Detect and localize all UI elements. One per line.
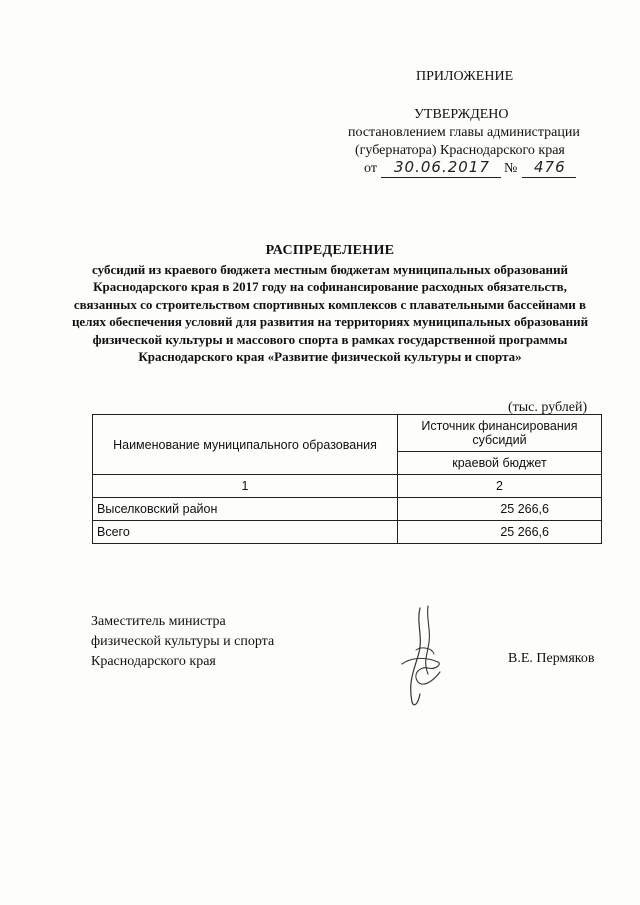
- handwritten-number: 476: [534, 158, 566, 176]
- col2-subheader: краевой бюджет: [397, 452, 601, 475]
- appendix-label: ПРИЛОЖЕНИЕ: [416, 69, 514, 84]
- from-label: от: [364, 161, 377, 176]
- units-label: (тыс. рублей): [508, 400, 588, 415]
- row-name: Всего: [93, 521, 398, 544]
- table-row: [93, 521, 602, 544]
- signatory-position-line-1: Заместитель министра: [91, 614, 226, 629]
- handwritten-signature: [398, 604, 448, 712]
- col2-header: Источник финансирования субсидий: [397, 415, 601, 452]
- signatory-position: [91, 612, 274, 672]
- row-value: 25 266,6: [397, 521, 601, 544]
- signatory-position-line-3: Краснодарского края: [91, 654, 216, 669]
- signatory-position-line-2: физической культуры и спорта: [91, 634, 275, 649]
- approval-line-2: (губернатора) Краснодарского края: [355, 143, 565, 158]
- row-name: Выселковский район: [93, 498, 398, 521]
- number-underline: [522, 177, 576, 178]
- document-subtitle: субсидий из краевого бюджета местным бюджетам муниципальных образований Краснодарского края в 2017 году на софинансирование расходных обязательств, связанных со строительством спортивных комплексов с плавательными бассейнами в целях обеспечения условий для развития на территориях муниципальных образований физической культуры и массового спорта в рамках государственной программы Краснодарского края «Развитие физической культуры и спорта»: [71, 262, 589, 365]
- distribution-table: [92, 414, 602, 544]
- signatory-name: В.Е. Пермяков: [508, 651, 595, 666]
- approved-label: УТВЕРЖДЕНО: [414, 107, 509, 122]
- handwritten-date: 30.06.2017: [394, 158, 490, 176]
- date-underline: [381, 177, 501, 178]
- table-row: [93, 498, 602, 521]
- document-title: РАСПРЕДЕЛЕНИЕ: [265, 243, 395, 258]
- col2-number: 2: [397, 475, 601, 498]
- number-label: №: [504, 161, 518, 176]
- col1-header: Наименование муниципального образования: [93, 415, 398, 475]
- approval-line-1: постановлением главы администрации: [348, 125, 580, 140]
- col1-number: 1: [93, 475, 398, 498]
- row-value: 25 266,6: [397, 498, 601, 521]
